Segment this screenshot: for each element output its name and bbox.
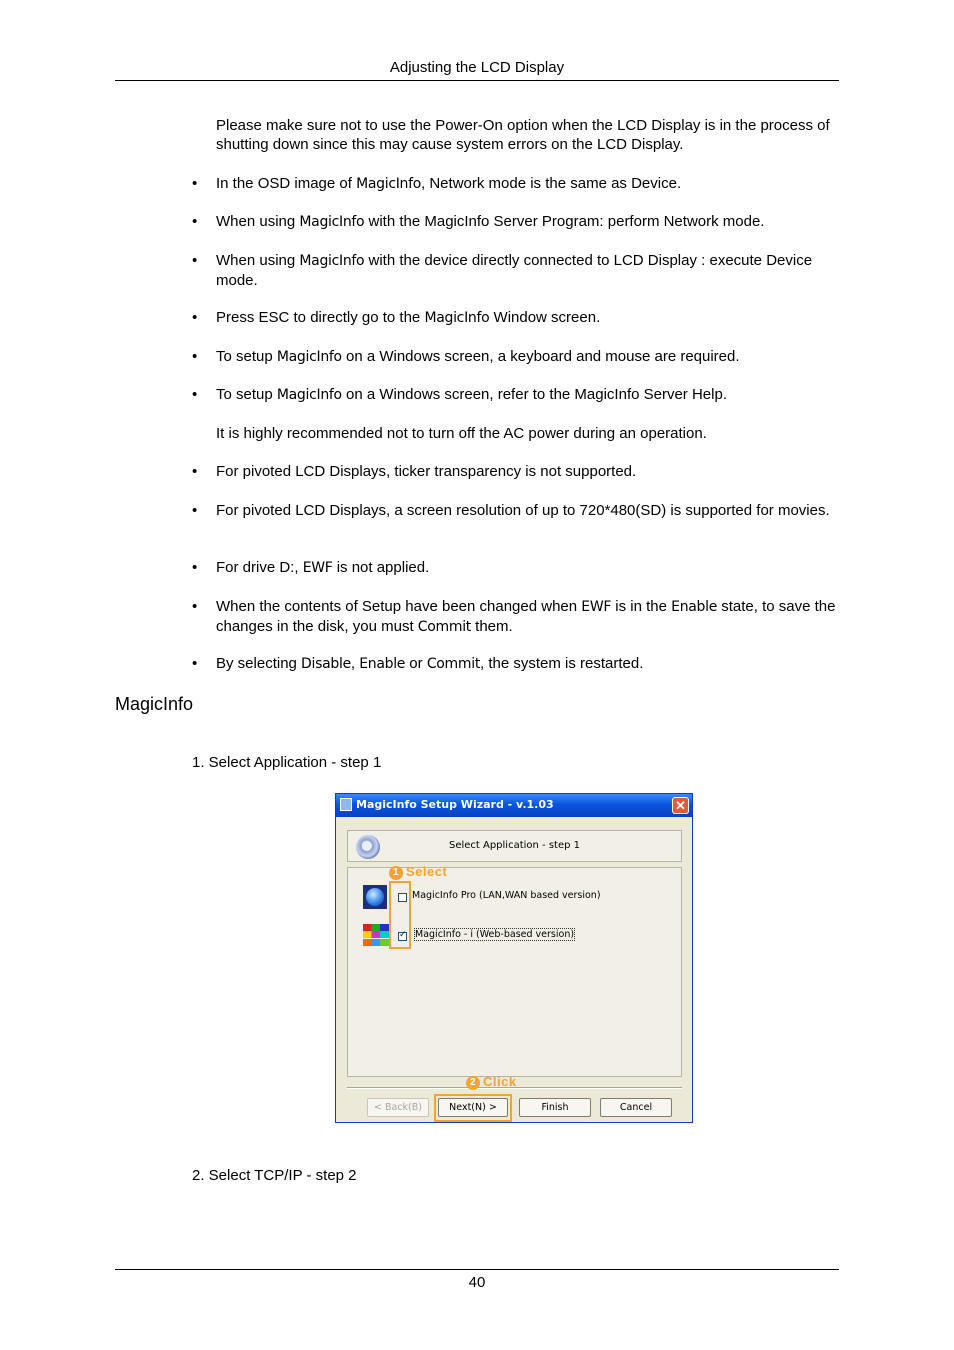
step-label: Select Application - step 1 bbox=[448, 840, 581, 851]
magicinfo-term: MagicInfo bbox=[299, 214, 365, 230]
color-grid-icon bbox=[363, 924, 389, 946]
ac-power-note: It is highly recommended not to turn off the AC power during an operation. bbox=[216, 425, 707, 442]
ewf-term: EWF bbox=[581, 599, 612, 615]
select-callout: 1 Select bbox=[389, 864, 447, 880]
page-header: Adjusting the LCD Display bbox=[115, 58, 839, 81]
page-number: 40 bbox=[468, 1274, 486, 1291]
magicinfo-term: MagicInfo bbox=[276, 387, 342, 403]
cancel-button[interactable]: Cancel bbox=[600, 1098, 672, 1117]
section-title: MagicInfo bbox=[115, 694, 194, 714]
click-callout: 2 Click bbox=[466, 1074, 517, 1090]
step-2-label: 2. Select TCP/IP - step 2 bbox=[192, 1167, 357, 1184]
bullet-drive-d: • For drive D:, EWF is not applied. bbox=[216, 558, 839, 578]
back-button[interactable]: < Back(B) bbox=[367, 1098, 429, 1117]
bullet-restart: • By selecting Disable, Enable or Commit, the system is restarted. bbox=[216, 654, 839, 674]
app-icon bbox=[340, 798, 352, 811]
bullet-keyboard-mouse: • To setup MagicInfo on a Windows screen, a keyboard and mouse are required. bbox=[216, 347, 839, 367]
bullet-device-mode: • When using MagicInfo with the device directly connected to LCD Display : execute Device mode. bbox=[216, 251, 839, 290]
ewf-term: EWF bbox=[302, 560, 333, 576]
power-on-note: Please make sure not to use the Power-On option when the LCD Display is in the process of shutting down since this may cause system errors on the LCD Display. bbox=[216, 117, 830, 153]
magicinfo-term: MagicInfo bbox=[299, 253, 365, 269]
enable-term: Enable bbox=[359, 656, 406, 672]
magicinfo-term: MagicInfo bbox=[424, 310, 490, 326]
step-1-label: 1. Select Application - step 1 bbox=[192, 754, 382, 771]
bullet-ewf-commit: • When the contents of Setup have been changed when EWF is in the Enable state, to save the changes in the disk, you must Commit them. bbox=[216, 597, 839, 637]
bullet-server-program: • When using MagicInfo with the MagicInfo Server Program: perform Network mode. bbox=[216, 212, 839, 232]
commit-term: Commit bbox=[426, 656, 481, 672]
bullet-esc-key: • Press ESC to directly go to the MagicInfo Window screen. bbox=[216, 308, 839, 328]
dialog-titlebar[interactable] bbox=[336, 794, 692, 817]
disable-term: Disable bbox=[301, 656, 351, 672]
enable-term: Enable bbox=[671, 599, 718, 615]
globe-icon bbox=[363, 885, 387, 909]
callout-number-1-icon: 1 bbox=[389, 866, 403, 880]
close-button[interactable]: ✕ bbox=[672, 797, 689, 814]
page-footer bbox=[115, 1269, 839, 1291]
callout-number-2-icon: 2 bbox=[466, 1076, 480, 1090]
dialog-title: MagicInfo Setup Wizard - v.1.03 bbox=[356, 798, 554, 811]
commit-term: Commit bbox=[417, 619, 471, 635]
bullet-osd-network: • In the OSD image of MagicInfo, Network mode is the same as Device. bbox=[216, 174, 839, 194]
step-header-panel bbox=[347, 830, 682, 862]
next-button[interactable]: Next(N) > bbox=[438, 1098, 508, 1117]
bullet-ticker: • For pivoted LCD Displays, ticker transparency is not supported. bbox=[216, 462, 839, 481]
bullet-server-help: • To setup MagicInfo on a Windows screen, refer to the MagicInfo Server Help. bbox=[216, 385, 839, 405]
finish-button[interactable]: Finish bbox=[519, 1098, 591, 1117]
magicinfo-pro-label[interactable]: MagicInfo Pro (LAN,WAN based version) bbox=[412, 890, 601, 901]
bullet-resolution: • For pivoted LCD Displays, a screen resolution of up to 720*480(SD) is supported for movies. bbox=[216, 501, 839, 520]
magicinfo-term: MagicInfo bbox=[276, 349, 342, 365]
magicinfo-term: MagicInfo bbox=[356, 176, 422, 192]
select-highlight-box bbox=[389, 881, 411, 949]
setup-wizard-dialog bbox=[335, 793, 693, 1123]
magicinfo-i-label[interactable]: MagicInfo - i (Web-based version) bbox=[415, 929, 575, 940]
